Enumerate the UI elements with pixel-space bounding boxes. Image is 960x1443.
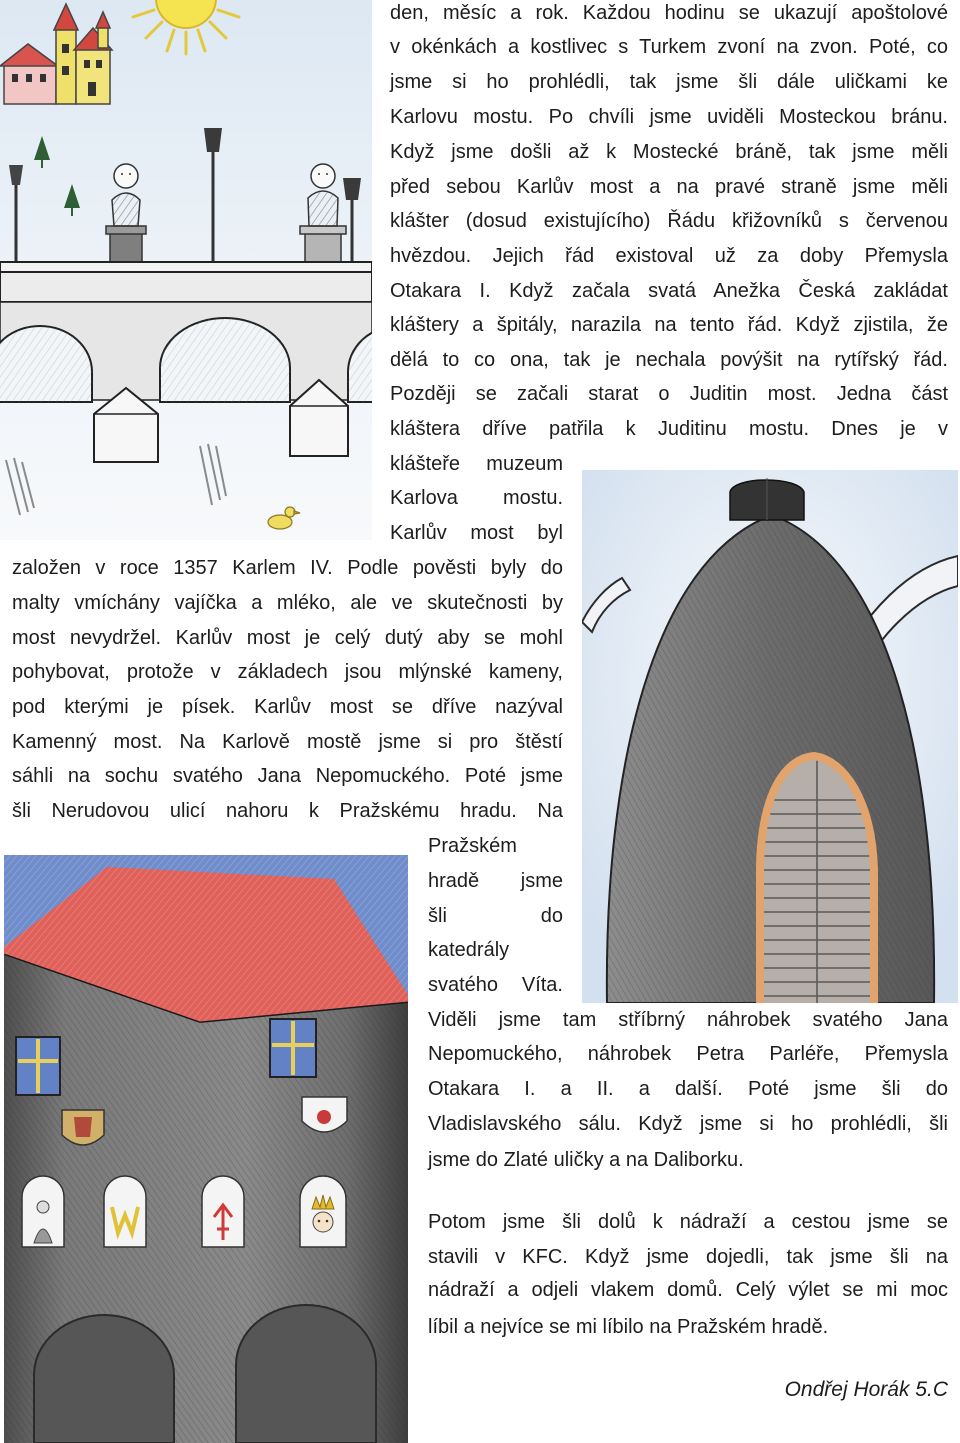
text-line: most nevydržel. Karlův most je celý dutý aby se mohl bbox=[12, 627, 563, 649]
text-line: svatého Víta. bbox=[428, 974, 563, 996]
text-line: založen v roce 1357 Karlem IV. Podle pověsti byly do bbox=[12, 557, 563, 579]
text-line: Karlův most byl bbox=[390, 522, 563, 544]
text-line: kláštery a špitály, narazila na tento řád. Když zjistila, že bbox=[390, 314, 948, 336]
text-line: jsme si ho prohlédli, tak jsme šli dále uličkami ke bbox=[390, 71, 948, 93]
text-line: hradě jsme bbox=[428, 870, 563, 892]
text-line: Kamenný most. Na Karlově mostě jsme si pro štěstí bbox=[12, 731, 563, 753]
text-line: hvězdou. Jejich řád existoval už za doby Přemysla bbox=[390, 245, 948, 267]
text-line: líbil a nejvíce se mi líbilo na Pražském hradě. bbox=[428, 1316, 829, 1338]
text-line: jsme do Zlaté uličky a na Daliborku. bbox=[428, 1149, 744, 1171]
text-line: kláštera dříve patřila k Juditinu mostu. Dnes je v bbox=[390, 418, 948, 440]
text-line: Vladislavského sálu. Když jsme si ho prohlédli, šli bbox=[428, 1113, 948, 1135]
text-line: Když jsme došli až k Mostecké bráně, tak jsme měli bbox=[390, 141, 948, 163]
text-line: sáhli na sochu svatého Jana Nepomuckého. Poté jsme bbox=[12, 765, 563, 787]
text-line: Potom jsme šli dolů k nádraží a cestou jsme se bbox=[428, 1211, 948, 1233]
text-line: Viděli jsme tam stříbrný náhrobek svatého Jana bbox=[428, 1009, 948, 1031]
illustration-charles-bridge bbox=[0, 0, 372, 540]
text-line: pohybovat, protože v základech jsou mlýnské kameny, bbox=[12, 661, 563, 683]
text-line: šli do bbox=[428, 905, 563, 927]
text-line: šli Nerudovou ulicí nahoru k Pražskému hradu. Na bbox=[12, 800, 563, 822]
text-line: katedrály bbox=[428, 939, 510, 961]
text-line: Karlovu mostu. Po chvíli jsme uviděli Mosteckou bránu. bbox=[390, 106, 948, 128]
text-line: Otakara I. a II. a další. Poté jsme šli do bbox=[428, 1078, 948, 1100]
text-line: pod kterými je písek. Karlův most se dříve nazýval bbox=[12, 696, 563, 718]
illustration-castle-gate bbox=[4, 855, 408, 1443]
author-signature: Ondřej Horák 5.C bbox=[784, 1378, 948, 1401]
text-line: Pražském bbox=[428, 835, 517, 857]
illustration-bridge-tower-arch bbox=[582, 470, 958, 1003]
text-line: Nepomuckého, náhrobek Petra Parléře, Přemysla bbox=[428, 1043, 948, 1065]
text-line: klášter (dosud existujícího) Řádu křižovníků s červenou bbox=[390, 210, 948, 232]
text-line: před sebou Karlův most a na pravé straně jsme měli bbox=[390, 176, 948, 198]
text-line: klášteře muzeum bbox=[390, 453, 563, 475]
text-line: Karlova mostu. bbox=[390, 487, 563, 509]
text-line: malty vmíchány vajíčka a mléko, ale ve skutečnosti by bbox=[12, 592, 563, 614]
text-line: nádraží a odjeli vlakem domů. Celý výlet se mi moc bbox=[428, 1279, 948, 1301]
text-line: v okénkách a kostlivec s Turkem zvoní na zvon. Poté, co bbox=[390, 36, 948, 58]
text-line: Otakara I. Když začala svatá Anežka Česká zakládat bbox=[390, 280, 948, 302]
text-line: den, měsíc a rok. Každou hodinu se ukazují apoštolové bbox=[390, 2, 948, 24]
text-line: stavili v KFC. Když jsme dojedli, tak jsme šli na bbox=[428, 1246, 948, 1268]
text-line: Později se začali starat o Juditin most. Jedna část bbox=[390, 383, 948, 405]
text-line: dělá to co ona, tak je nechala povýšit na rytířský řád. bbox=[390, 349, 948, 371]
